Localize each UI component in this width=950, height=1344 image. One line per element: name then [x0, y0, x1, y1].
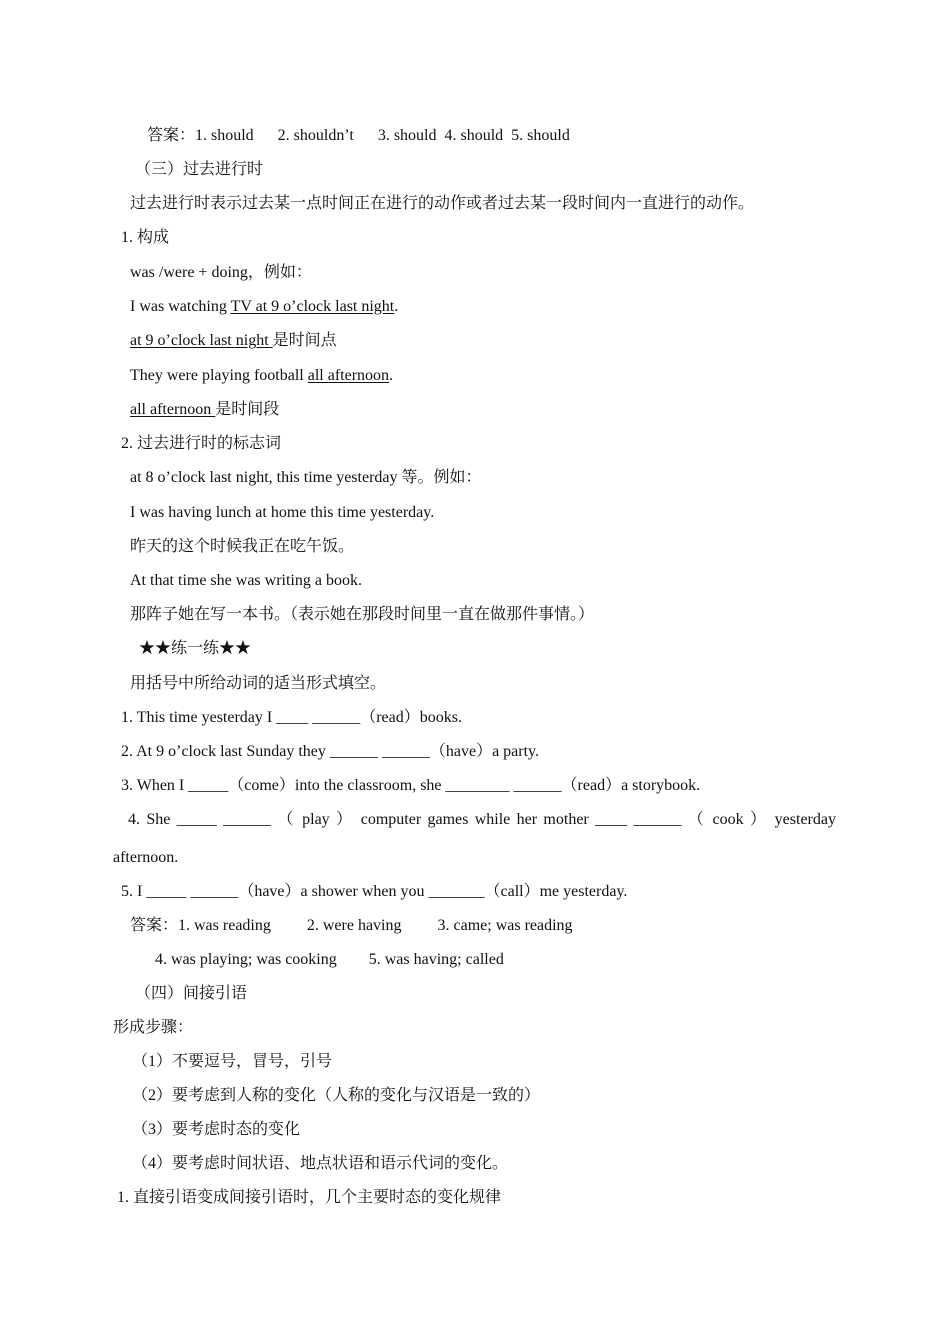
- answer-line-should: 答案：1. should 2. shouldn’t 3. should 4. should 5. should: [147, 127, 570, 144]
- example-period: .: [394, 298, 399, 315]
- signal-words-line: at 8 o’clock last night, this time yesterday 等。例如：: [130, 469, 482, 486]
- translation-book: 那阵子她在写一本书。（表示她在那段时间里一直在做那件事情。）: [130, 606, 595, 623]
- practice-heading: ★★练一练★★: [139, 640, 252, 657]
- note-text: 是时间点: [272, 332, 337, 349]
- structure-formula: was /were + doing，例如：: [130, 264, 312, 281]
- underlined-phrase: all afternoon: [130, 401, 216, 418]
- answer-line-1: 答案：1. was reading 2. were having 3. came; was reading: [130, 917, 573, 934]
- example-sentence-football: [130, 366, 393, 386]
- tense-change-heading: 1. 直接引语变成间接引语时，几个主要时态的变化规律: [117, 1189, 502, 1206]
- translation-lunch: 昨天的这个时候我正在吃午饭。: [130, 538, 355, 555]
- exercise-item-1: 1. This time yesterday I ____ ______（read）books.: [121, 709, 462, 726]
- example-text: I was watching: [130, 298, 231, 315]
- definition-paragraph: 过去进行时表示过去某一点时间正在进行的动作或者过去某一段时间内一直进行的动作。: [130, 195, 755, 212]
- step-4: （4）要考虑时间状语、地点状语和语示代词的变化。: [132, 1155, 509, 1172]
- subheading-signal-words: 2. 过去进行时的标志词: [121, 435, 282, 452]
- exercise-item-2: 2. At 9 o’clock last Sunday they ______ ______（have）a party.: [121, 743, 540, 760]
- exercise-item-5: 5. I _____ ______（have）a shower when you _______（call）me yesterday.: [121, 883, 628, 900]
- step-2: （2）要考虑到人称的变化（人称的变化与汉语是一致的）: [132, 1087, 541, 1104]
- exercise-item-4-continued: afternoon.: [113, 849, 179, 866]
- note-time-period: [130, 400, 279, 420]
- step-3: （3）要考虑时态的变化: [132, 1121, 301, 1138]
- steps-heading: 形成步骤：: [113, 1019, 194, 1036]
- example-sentence-book: At that time she was writing a book.: [130, 572, 362, 589]
- example-text: They were playing football: [130, 367, 308, 384]
- note-time-point: [130, 331, 337, 351]
- example-period: .: [389, 367, 394, 384]
- example-sentence-tv: [130, 297, 398, 317]
- underlined-time-point: TV at 9 o’clock last night: [230, 298, 395, 315]
- note-text: 是时间段: [215, 401, 280, 418]
- section-heading-past-continuous: （三）过去进行时: [135, 161, 264, 178]
- subheading-structure: 1. 构成: [121, 229, 170, 246]
- step-1: （1）不要逗号，冒号，引号: [132, 1053, 333, 1070]
- example-sentence-lunch: I was having lunch at home this time yesterday.: [130, 504, 435, 521]
- underlined-time-period: all afternoon: [307, 367, 390, 384]
- section-heading-indirect-speech: （四）间接引语: [135, 985, 248, 1002]
- exercise-item-4: 4. She _____ ______ （ play ） computer games while her mother ____ ______ （ cook ） yesterday: [128, 811, 836, 828]
- answer-line-2: 4. was playing; was cooking 5. was having; called: [155, 951, 504, 968]
- underlined-phrase: at 9 o’clock last night: [130, 332, 273, 349]
- exercise-item-3: 3. When I _____（come）into the classroom, she ________ ______（read）a storybook.: [121, 777, 701, 794]
- practice-instruction: 用括号中所给动词的适当形式填空。: [130, 675, 387, 692]
